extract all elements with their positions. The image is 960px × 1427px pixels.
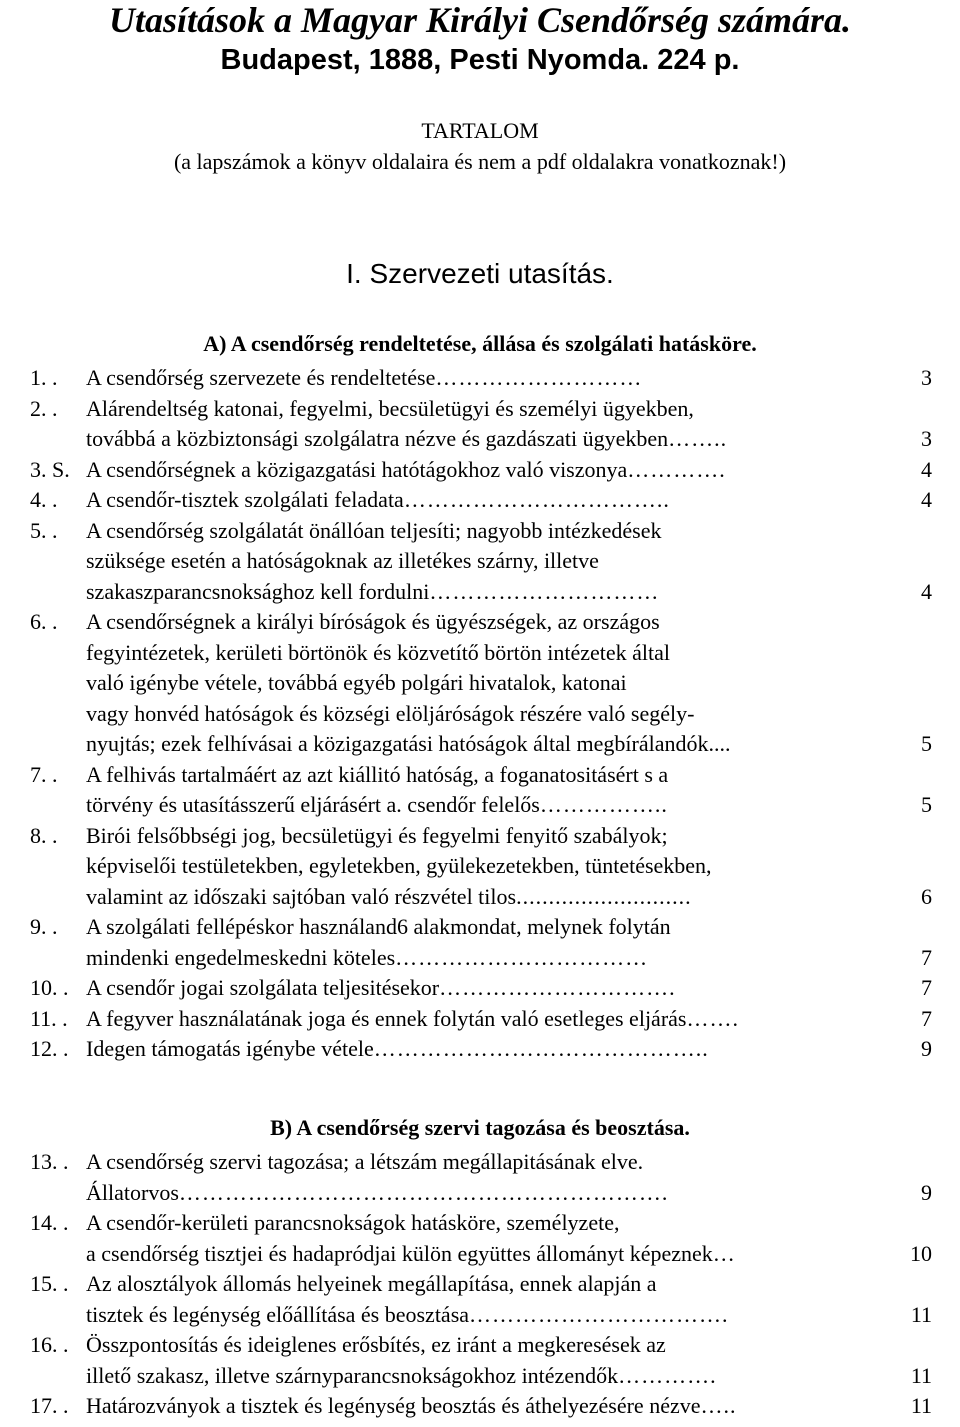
entry-text: illető szakasz, illetve szárnyparancsnokságokhoz intézendők xyxy=(86,1362,619,1388)
entry-text: A csendőrségnek a közigazgatási hatótágokhoz való viszonya xyxy=(86,456,628,482)
entry-line xyxy=(86,912,932,943)
page-number: 11 xyxy=(910,1393,932,1418)
entry-number: 8. . xyxy=(30,822,58,848)
toc-entry xyxy=(30,1330,932,1391)
entry-text: szüksége esetén a hatóságoknak az illetékes szárny, illetve xyxy=(86,548,599,573)
entry-line xyxy=(86,1034,932,1065)
page-number: 9 xyxy=(921,1179,932,1205)
entry-body xyxy=(86,1391,932,1422)
entry-line xyxy=(86,1239,932,1270)
page-number: 4 xyxy=(921,487,932,512)
page-number: 11 xyxy=(910,1362,932,1388)
toc-entry xyxy=(30,912,932,973)
entry-text: A csendőr jogai szolgálata teljesitésekor xyxy=(86,975,440,1000)
entry-text: A csendőrség szervi tagozása; a létszám megállapitásának elve. xyxy=(86,1149,644,1174)
entry-text: A csendőrségnek a királyi bíróságok és ügyészségek, az országos xyxy=(86,609,660,634)
toc-entry xyxy=(30,455,932,486)
entry-line xyxy=(86,607,932,638)
entry-body xyxy=(86,1034,932,1065)
toc-entry xyxy=(30,1391,932,1422)
page-number: 7 xyxy=(921,1005,932,1031)
toc-entry xyxy=(30,363,932,394)
dot-leader: ………………………………………………………. xyxy=(178,1179,669,1205)
entry-text: fegyintézetek, kerületi börtönök és közvetítő börtön intézetek által xyxy=(86,639,671,665)
entry-body xyxy=(86,485,932,516)
toc-entry xyxy=(30,607,932,760)
entry-body xyxy=(86,760,932,821)
entry-line xyxy=(86,1004,932,1035)
entry-body xyxy=(86,455,932,486)
entry-body xyxy=(86,516,932,608)
dot-leader: …………………………… xyxy=(395,944,649,970)
part-title: I. Szervezeti utasítás. xyxy=(346,258,614,289)
entry-line xyxy=(86,668,932,699)
publication-info: Budapest, 1888, Pesti Nyomda. 224 p. xyxy=(220,44,740,76)
dot-leader: ………………………… xyxy=(429,578,660,604)
entry-text: való igénybe vétele, továbbá egyéb polgári hivatalok, katonai xyxy=(86,670,627,695)
entry-line xyxy=(86,821,932,852)
document-title: Utasítások a Magyar Királyi Csendőrség számára. xyxy=(108,0,852,40)
entry-body xyxy=(86,363,932,394)
page-number: 5 xyxy=(921,792,932,817)
entry-line xyxy=(86,699,932,730)
toc-entry xyxy=(30,1208,932,1269)
entry-text: a csendőrség tisztjei és hadapródjai külön együttes állományt képeznek xyxy=(86,1240,713,1266)
page-number: 3 xyxy=(921,426,932,451)
entry-line xyxy=(86,882,932,913)
entry-text: Állatorvos xyxy=(86,1179,179,1205)
entry-body xyxy=(86,973,932,1004)
entry-body xyxy=(86,1208,932,1269)
entry-line xyxy=(86,1178,932,1209)
toc-entry xyxy=(30,1004,932,1035)
entry-line xyxy=(86,577,932,608)
entry-number: 15. . xyxy=(30,1271,69,1296)
dot-leader: ….. xyxy=(700,1393,737,1418)
entry-text: Birói felsőbbségi jog, becsületügyi és fegyelmi fenyitő szabályok; xyxy=(86,822,668,848)
entry-line xyxy=(86,1300,932,1331)
page-number: 11 xyxy=(910,1301,932,1327)
dot-leader: ……………………… xyxy=(435,365,643,390)
dot-leader: …………. xyxy=(618,1362,717,1388)
dot-leader: ........................... xyxy=(516,883,692,909)
dot-leader: …………………………. xyxy=(439,975,676,1000)
entry-line xyxy=(86,1208,932,1239)
page-number: 9 xyxy=(921,1036,932,1061)
entry-text: tisztek és legénység előállítása és beosztása xyxy=(86,1301,470,1327)
entry-line xyxy=(86,394,932,425)
entry-number: 5. . xyxy=(30,517,58,543)
toc-entry xyxy=(30,1147,932,1208)
entry-number: 11. . xyxy=(30,1005,68,1031)
toc-entry xyxy=(30,1034,932,1065)
entry-text: Határozványok a tisztek és legénység beosztás és áthelyezésére nézve xyxy=(86,1393,701,1418)
entry-body xyxy=(86,821,932,913)
entry-text: mindenki engedelmeskedni köteles xyxy=(86,944,396,970)
entry-line xyxy=(86,1147,932,1178)
entry-text: Idegen támogatás igénybe vétele xyxy=(86,1036,374,1061)
entry-line xyxy=(86,546,932,577)
entry-line xyxy=(86,973,932,1004)
toc-entry xyxy=(30,1269,932,1330)
entry-number: 1. . xyxy=(30,365,58,390)
page-number: 4 xyxy=(921,578,932,604)
entry-number: 3. S. xyxy=(30,456,70,482)
section-heading-b: B) A csendőrség szervi tagozása és beosztása. xyxy=(270,1115,690,1140)
entry-number: 9. . xyxy=(30,914,58,939)
entry-text: A csendőr-tisztek szolgálati feladata xyxy=(86,487,404,512)
entry-line xyxy=(86,1269,932,1300)
entry-line xyxy=(86,729,932,760)
entry-line xyxy=(86,790,932,821)
dot-leader: ……. xyxy=(686,1005,739,1031)
page-number: 6 xyxy=(921,883,932,909)
entry-body xyxy=(86,1330,932,1391)
entry-text: Összpontosítás és ideiglenes erősbítés, ez iránt a megkeresések az xyxy=(86,1332,666,1357)
entry-text: továbbá a közbiztonsági szolgálatra nézve és gazdászati ügyekben xyxy=(86,426,669,451)
entry-text: Az alosztályok állomás helyeinek megállapítása, ennek alapján a xyxy=(86,1271,657,1296)
entry-text: A csendőr-kerületi parancsnokságok hatásköre, személyzete, xyxy=(86,1210,620,1235)
entry-number: 17. . xyxy=(30,1393,69,1418)
page-number: 3 xyxy=(921,365,932,390)
entry-text: A csendőrség szolgálatát önállóan teljesíti; nagyobb intézkedések xyxy=(86,517,662,543)
toc-entry xyxy=(30,821,932,913)
dot-leader: …………. xyxy=(627,456,726,482)
entry-line xyxy=(86,363,932,394)
entry-number: 10. . xyxy=(30,975,69,1000)
toc-note: (a lapszámok a könyv oldalaira és nem a pdf oldalakra vonatkoznak!) xyxy=(173,149,787,174)
page-number: 7 xyxy=(921,944,932,970)
dot-leader: … xyxy=(712,1240,736,1266)
dot-leader: …………………………………….. xyxy=(373,1036,709,1061)
entry-line xyxy=(86,851,932,882)
entry-number: 13. . xyxy=(30,1149,69,1174)
entry-line xyxy=(86,1361,932,1392)
entry-line xyxy=(86,424,932,455)
entry-number: 6. . xyxy=(30,609,58,634)
page-number: 10 xyxy=(910,1240,932,1266)
page-number: 5 xyxy=(921,731,932,756)
entry-number: 16. . xyxy=(30,1332,69,1357)
entry-text: valamint az időszaki sajtóban való részvétel tilos xyxy=(86,883,517,909)
entry-text: nyujtás; ezek felhívásai a közigazgatási hatóságok által megbírálandók.... xyxy=(86,731,731,756)
toc-entry xyxy=(30,394,932,455)
dot-leader: …………………………….. xyxy=(403,487,670,512)
entry-body xyxy=(86,1004,932,1035)
entry-line xyxy=(86,943,932,974)
dot-leader: …….. xyxy=(668,426,728,451)
entry-number: 14. . xyxy=(30,1210,69,1235)
entry-line xyxy=(86,485,932,516)
entry-number: 12. . xyxy=(30,1036,69,1061)
entry-number: 2. . xyxy=(30,395,58,421)
entry-body xyxy=(86,1269,932,1330)
dot-leader: …………….. xyxy=(539,792,668,817)
entry-line xyxy=(86,760,932,791)
entry-text: vagy honvéd hatóságok és községi elöljáróságok részére való segély- xyxy=(86,700,695,726)
entry-text: A szolgálati fellépéskor használand6 alakmondat, melynek folytán xyxy=(86,914,671,939)
entry-text: szakaszparancsnoksághoz kell fordulni xyxy=(86,578,430,604)
entry-text: képviselői testületekben, egyletekben, gyülekezetekben, tüntetésekben, xyxy=(86,853,712,878)
toc-entry xyxy=(30,760,932,821)
entry-line xyxy=(86,516,932,547)
entry-body xyxy=(86,1147,932,1208)
page-number: 4 xyxy=(921,456,932,482)
entry-line xyxy=(86,1330,932,1361)
entry-line xyxy=(86,638,932,669)
entry-number: 4. . xyxy=(30,487,58,512)
entry-text: A csendőrség szervezete és rendeltetése xyxy=(86,365,436,390)
toc-entry xyxy=(30,973,932,1004)
entry-number: 7. . xyxy=(30,761,58,787)
dot-leader: ……………………………. xyxy=(469,1301,729,1327)
entry-text: A felhivás tartalmáért az azt kiállitó hatóság, a foganatositásért s a xyxy=(86,761,669,787)
page-number: 7 xyxy=(921,975,932,1000)
toc-entry xyxy=(30,516,932,608)
toc-entry xyxy=(30,485,932,516)
entry-body xyxy=(86,912,932,973)
entry-body xyxy=(86,607,932,760)
entry-text: törvény és utasításszerű eljárásért a. csendőr felelős xyxy=(86,792,540,817)
toc-title: TARTALOM xyxy=(421,118,539,143)
entry-text: Alárendeltség katonai, fegyelmi, becsületügyi és személyi ügyekben, xyxy=(86,395,694,421)
entry-line xyxy=(86,455,932,486)
section-heading-a: A) A csendőrség rendeltetése, állása és szolgálati hatásköre. xyxy=(203,331,757,356)
entry-body xyxy=(86,394,932,455)
entry-text: A fegyver használatának joga és ennek folytán való esetleges eljárás xyxy=(86,1005,687,1031)
entry-line xyxy=(86,1391,932,1422)
